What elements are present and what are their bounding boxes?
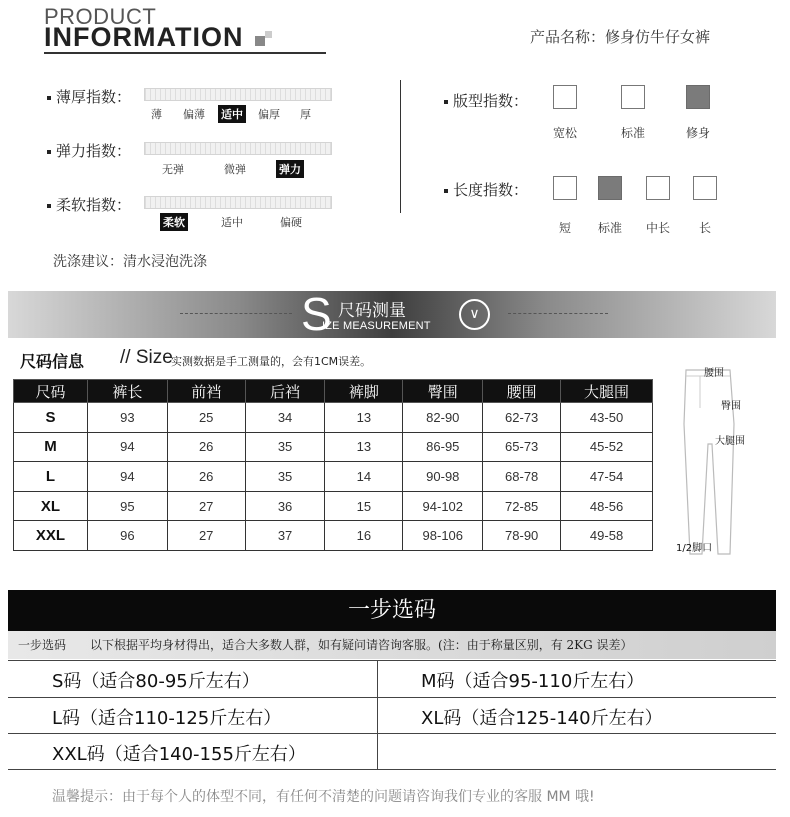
length-box-1	[553, 176, 577, 200]
fit-opt-1: 宽松	[552, 126, 577, 140]
table-row	[14, 462, 653, 492]
table-cell: 13	[325, 403, 403, 433]
table-cell: 35	[245, 462, 325, 492]
table-cell: 36	[245, 491, 325, 521]
length-opt-4: 长	[698, 221, 711, 235]
fit-opt-2: 标准	[620, 126, 645, 140]
table-cell: 98-106	[403, 521, 483, 551]
size-table-note: 实测数据是手工测量的，会有1CM误差。	[171, 355, 372, 368]
chevron-down-icon: ∨	[459, 299, 490, 330]
table-cell: 68-78	[483, 462, 561, 492]
banner-subtitle: IZE MEASUREMENT	[322, 320, 431, 332]
banner-s: S	[301, 288, 332, 340]
step-cell-m: M码（适合95-110斤左右）	[421, 671, 645, 692]
col-header: 裤长	[87, 380, 167, 403]
banner-title: 尺码测量	[338, 301, 406, 321]
step-cell-xxl: XXL码（适合140-155斤左右）	[52, 744, 306, 765]
wash-advice: 洗涤建议：清水浸泡洗涤	[53, 254, 207, 270]
banner-dash-left	[180, 313, 292, 314]
softness-bar	[144, 196, 332, 209]
softness-opt-1: 柔软	[160, 213, 188, 231]
table-cell: 27	[167, 491, 245, 521]
length-box-3	[646, 176, 670, 200]
table-cell: 82-90	[403, 403, 483, 433]
fit-label: 版型指数：	[444, 90, 528, 111]
thickness-opt-2: 偏薄	[183, 108, 205, 121]
fit-box-1	[553, 85, 577, 109]
table-cell: 94	[87, 432, 167, 462]
length-opt-1: 短	[558, 221, 571, 235]
step-grid-vline	[377, 660, 378, 770]
step-grid-line	[8, 769, 776, 770]
size-table	[13, 379, 653, 551]
thickness-opt-1: 薄	[151, 108, 162, 121]
step-grid-line	[8, 660, 776, 661]
header-product: PRODUCT	[44, 4, 157, 29]
pants-label-hip: 臀围	[721, 401, 741, 412]
softness-opt-2: 适中	[221, 216, 243, 229]
elasticity-opt-3: 弹力	[276, 160, 304, 178]
thickness-label: 薄厚指数：	[47, 86, 131, 107]
banner-dash-right	[508, 313, 608, 314]
table-cell: L	[14, 462, 88, 492]
step-cell-l: L码（适合110-125斤左右）	[52, 708, 282, 729]
table-cell: XL	[14, 491, 88, 521]
col-header: 裤脚	[325, 380, 403, 403]
table-cell: 72-85	[483, 491, 561, 521]
softness-label: 柔软指数：	[47, 194, 131, 215]
table-cell: 94	[87, 462, 167, 492]
elasticity-bar	[144, 142, 332, 155]
thickness-opt-5: 厚	[300, 108, 311, 121]
size-table-header	[14, 380, 653, 403]
fit-box-2	[621, 85, 645, 109]
table-cell: 90-98	[403, 462, 483, 492]
table-cell: 37	[245, 521, 325, 551]
table-cell: 62-73	[483, 403, 561, 433]
col-header: 前裆	[167, 380, 245, 403]
length-label: 长度指数：	[444, 179, 528, 200]
table-cell: 96	[87, 521, 167, 551]
table-cell: 47-54	[561, 462, 653, 492]
length-box-2	[598, 176, 622, 200]
length-box-4	[693, 176, 717, 200]
step-header: 一步选码	[8, 590, 776, 631]
table-row	[14, 521, 653, 551]
table-row	[14, 403, 653, 433]
table-cell: 78-90	[483, 521, 561, 551]
product-name: 产品名称：修身仿牛仔女裤	[530, 28, 711, 46]
size-table-slash: // Size	[120, 347, 173, 368]
table-cell: 16	[325, 521, 403, 551]
step-subtitle: 一步选码 以下根据平均身材得出，适合大多数人群，如有疑问请咨询客服。(注：由于称量区别，有 2KG 误差）	[8, 631, 776, 659]
table-cell: 25	[167, 403, 245, 433]
table-cell: 94-102	[403, 491, 483, 521]
size-table-title: 尺码信息	[20, 352, 85, 371]
fit-opt-3: 修身	[685, 126, 710, 140]
fit-box-3	[686, 85, 710, 109]
thickness-opt-4: 偏厚	[258, 108, 280, 121]
length-opt-2: 标准	[597, 221, 622, 235]
elasticity-opt-1: 无弹	[162, 163, 184, 176]
col-header: 大腿围	[561, 380, 653, 403]
pants-label-thigh: 大腿围	[715, 436, 745, 447]
table-cell: M	[14, 432, 88, 462]
pants-label-waist: 腰围	[704, 368, 724, 379]
table-cell: 35	[245, 432, 325, 462]
pants-diagram	[668, 364, 768, 564]
tip-text: 温馨提示：由于每个人的体型不同，有任何不清楚的问题请咨询我们专业的客服 MM 哦!	[52, 789, 595, 805]
table-cell: 86-95	[403, 432, 483, 462]
table-cell: S	[14, 403, 88, 433]
elasticity-opt-2: 微弹	[224, 163, 246, 176]
table-cell: 14	[325, 462, 403, 492]
thickness-opt-3: 适中	[218, 105, 246, 123]
table-cell: 45-52	[561, 432, 653, 462]
table-cell: 26	[167, 432, 245, 462]
table-row	[14, 491, 653, 521]
col-header: 后裆	[245, 380, 325, 403]
step-cell-xl: XL码（适合125-140斤左右）	[421, 708, 663, 729]
length-opt-3: 中长	[645, 221, 670, 235]
header-square-dark	[255, 36, 265, 46]
table-cell: 27	[167, 521, 245, 551]
table-cell: 95	[87, 491, 167, 521]
step-grid-line	[8, 697, 776, 698]
step-grid-line	[8, 733, 776, 734]
thickness-bar	[144, 88, 332, 101]
header-information: INFORMATION	[44, 22, 244, 52]
elasticity-label: 弹力指数：	[47, 140, 131, 161]
table-cell: 43-50	[561, 403, 653, 433]
table-cell: 49-58	[561, 521, 653, 551]
index-divider	[400, 80, 401, 213]
table-cell: 26	[167, 462, 245, 492]
pants-label-hem: 1/2脚口	[676, 543, 713, 554]
table-cell: 93	[87, 403, 167, 433]
header-square-light	[265, 31, 272, 38]
table-cell: 34	[245, 403, 325, 433]
header-underline	[44, 52, 326, 54]
softness-opt-3: 偏硬	[280, 216, 302, 229]
table-cell: XXL	[14, 521, 88, 551]
step-cell-s: S码（适合80-95斤左右）	[52, 671, 260, 692]
table-row	[14, 432, 653, 462]
col-header: 腰围	[483, 380, 561, 403]
table-cell: 15	[325, 491, 403, 521]
table-cell: 13	[325, 432, 403, 462]
col-header: 臀围	[403, 380, 483, 403]
col-header: 尺码	[14, 380, 88, 403]
table-cell: 48-56	[561, 491, 653, 521]
table-cell: 65-73	[483, 432, 561, 462]
